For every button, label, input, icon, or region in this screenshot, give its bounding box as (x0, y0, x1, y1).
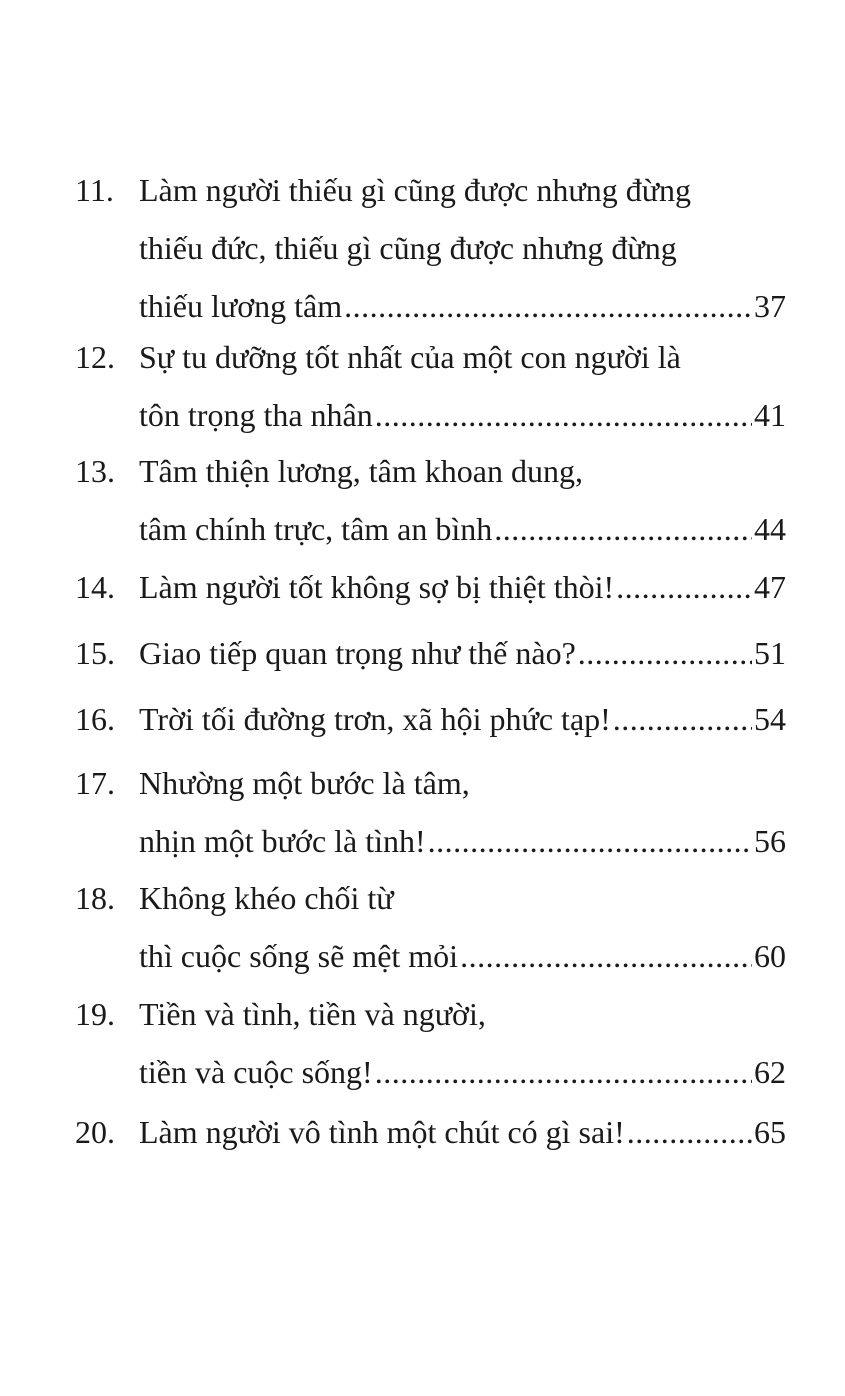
page-number: 44 (754, 511, 786, 547)
entry-title-line: Nhường một bước là tâm, (139, 765, 470, 801)
dot-leader (375, 1046, 752, 1098)
entry-title-line: tôn trọng tha nhân (139, 397, 373, 433)
entry-title-line: Tâm thiện lương, tâm khoan dung, (139, 453, 583, 489)
page-number: 65 (754, 1114, 786, 1150)
entry-title-line: nhịn một bước là tình! (139, 823, 426, 859)
dot-leader (494, 503, 752, 555)
entry-title-line: thiếu lương tâm (139, 288, 343, 324)
entry-title-line: Làm người thiếu gì cũng được nhưng đừng (139, 172, 692, 208)
dot-leader (613, 693, 752, 745)
dot-leader (627, 1106, 752, 1158)
entry-number: 12. (75, 339, 115, 375)
dot-leader (578, 627, 752, 679)
page-number: 60 (754, 938, 786, 974)
page-number: 37 (754, 288, 786, 324)
entry-title-line: Làm người vô tình một chút có gì sai! (139, 1114, 625, 1150)
entry-number: 14. (75, 569, 115, 605)
dot-leader (616, 561, 752, 613)
page-number: 51 (754, 635, 786, 671)
entry-number: 19. (75, 996, 115, 1032)
page-number: 56 (754, 823, 786, 859)
entry-number: 20. (75, 1114, 115, 1150)
entry-title-line: Giao tiếp quan trọng như thế nào? (139, 635, 576, 671)
dot-leader (428, 815, 752, 867)
entry-number: 16. (75, 701, 115, 737)
entry-number: 11. (75, 172, 114, 208)
page-number: 62 (754, 1054, 786, 1090)
entry-title-line: thiếu đức, thiếu gì cũng được nhưng đừng (139, 230, 677, 266)
dot-leader (375, 389, 752, 441)
entry-number: 17. (75, 765, 115, 801)
dot-leader (460, 930, 752, 982)
entry-title-line: thì cuộc sống sẽ mệt mỏi (139, 938, 459, 974)
entry-number: 13. (75, 453, 115, 489)
entry-number: 15. (75, 635, 115, 671)
page-number: 54 (754, 701, 786, 737)
dot-leader (344, 280, 752, 332)
entry-number: 18. (75, 880, 115, 916)
entry-title-line: Tiền và tình, tiền và người, (139, 996, 486, 1032)
entry-title-line: Không khéo chối từ (139, 880, 394, 916)
entry-title-line: Sự tu dưỡng tốt nhất của một con người là (139, 339, 681, 375)
page-number: 47 (754, 569, 786, 605)
page-number: 41 (754, 397, 786, 433)
entry-title-line: tâm chính trực, tâm an bình (139, 511, 493, 547)
entry-title-line: tiền và cuộc sống! (139, 1054, 373, 1090)
entry-title-line: Làm người tốt không sợ bị thiệt thòi! (139, 569, 615, 605)
entry-title-line: Trời tối đường trơn, xã hội phức tạp! (139, 701, 611, 737)
